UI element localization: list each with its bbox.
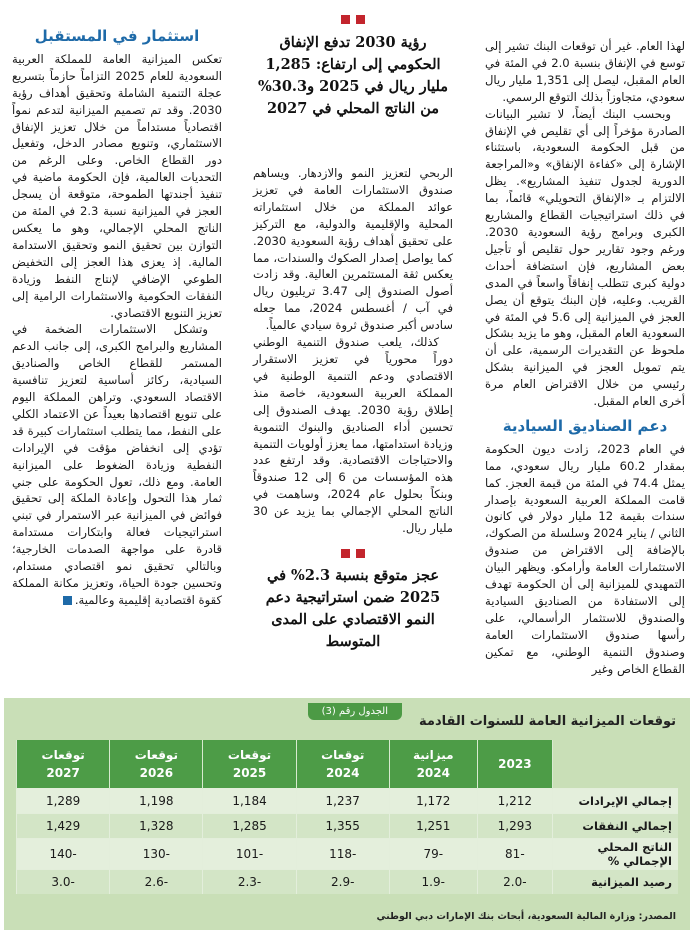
- table-header-cell: ميزانية 2024: [389, 740, 477, 789]
- table-header-cell: توقعات 2026: [110, 740, 203, 789]
- red-square-icon: [341, 15, 350, 24]
- right-paragraph-3: في العام 2023، زادت ديون الحكومة بمقدار 60.2 مليار ريال سعودي، مما يمثل 74.4 في المئة من قيمة العجز. كما قامت المملكة العربية السعودية بإصدار سندات بقيمة 12 مليار دولار في كانون الثاني / يناير 2024 وسلسلة من الصكوك، بالإضافة إلى الاقتراض من صندوق الاستثمارات العامة وأرامكو. ويظهر البيان التمهيدي للميزانية إلى أن الحكومة تهدف إلى الاستفادة من الصناديق السيادية والصندوق للاستثمار الرأسمالي، على رأسها صندوق الاستثمارات العامة وصندوق التنمية الوطني، مع تمكين القطاع الخاص وغير: [485, 441, 685, 676]
- section-heading-sovereign-funds: دعم الصناديق السيادية: [502, 416, 668, 435]
- table-cell: 1,355: [296, 814, 389, 839]
- table-header-cell: توقعات 2027: [17, 740, 110, 789]
- red-square-icon: [356, 549, 365, 558]
- table-cell: -130: [110, 839, 203, 870]
- table-cell: -118: [296, 839, 389, 870]
- table-cell: -140: [17, 839, 110, 870]
- left-paragraph-2: وتشكل الاستثمارات الضخمة في المشاريع والبرامج الكبرى، إلى جانب الدعم المستمر للقطاع الخاص والصناديق السيادية، ركائز أساسية لتعزيز تنافسية الاقتصاد السعودي. وتراهن المملكة اليوم على تنويع اقتصادها بعيداً عن الاعتماد الكلي على النفط، مما يتطلب استثمارات كبيرة قد تؤدي إلى انخفاض مؤقت في الإيرادات النفطية وزيادة الضغوط على الميزانية العامة. ومع ذلك، تعول الحكومة على جني ثمار هذا التحول وإعادة الملكة إلى تحقيق فوائض في الميزانية عبر الاستمرار في تبني استراتيجيات فعالة وابتكارات مستدامة قادرة على مواجهة الصدمات الخارجية؛ وبالتالي تحقيق نمو اقتصادي مستدام، وتحسين جودة الحياة، وتعزيز مكانة المملكة كقوة اقتصادية إقليمية وعالمية.: [12, 322, 222, 607]
- table-cell: 1,429: [17, 814, 110, 839]
- table-cell: -1.9: [389, 870, 477, 895]
- headline-marker-2: [253, 548, 453, 558]
- left-paragraph-1: تعكس الميزانية العامة للمملكة العربية السعودية للعام 2025 التزاماً حازماً بتسريع عجلة التنمية الشاملة وتحقيق أهداف رؤية 2030. وقد تم تصميم الميزانية لتدعم نمواً اقتصادياً مستداماً من خلال تعزيز الإنفاق الاستثماري، وتنويع مصادر الدخل، وتفعيل دور القطاع الخاص. وعلى الرغم من التحديات العالمية، فإن الحكومة ماضية في تنفيذ أجندتها الطموحة، متوقعة أن يسجل العجز في الميزانية نسبة 2.3 في المئة من الناتج المحلي الإجمالي، وهو ما يعكس التوازن بين تحقيق النمو وتحقيق الاستدامة المالية. إذ يعزى هذا العجز إلى التخفيض الطوعي الإضافي لإنتاج النفط وزيادة النفقات الحكومية والاستثمارات الرامية إلى تعزيز التنويع الاقتصادي.: [12, 51, 222, 320]
- table-header-row: [17, 740, 679, 789]
- headline-vision-2030: رؤية 2030 تدفع الإنفاق الحكومي إلى ارتفاع: 1,285 مليار ريال في 2025 و30.3% من الناتج المحلي في 2027: [257, 34, 449, 117]
- table-body: [17, 789, 679, 895]
- table-corner-cell: [553, 740, 679, 789]
- table-cell: 1,251: [389, 814, 477, 839]
- middle-column: [253, 165, 453, 537]
- left-column: [12, 28, 222, 609]
- table-cell: -81: [477, 839, 552, 870]
- table-row: [17, 789, 679, 814]
- budget-forecast-table: [16, 740, 678, 894]
- table-cell: 1,212: [477, 789, 552, 814]
- table-row: [17, 839, 679, 870]
- budget-table-box: [4, 698, 690, 930]
- table-cell: 1,184: [203, 789, 296, 814]
- right-paragraph-1: لهذا العام. غير أن توقعات البنك تشير إلى توسع في الإنفاق بنسبة 2.0 في المئة في العام المقبل، ليصل إلى 1,351 مليار ريال سعودي، متجاوزاً بذلك التوقع الرسمي.: [485, 39, 685, 104]
- left-paragraph-2-wrap: [12, 321, 222, 608]
- table-cell: -3.0: [17, 870, 110, 895]
- headline-deficit-2025: عجز متوقع بنسبة 2.3% في 2025 ضمن استراتيجية دعم النمو الاقتصادي على المدى المتوسط: [265, 567, 441, 650]
- table-cell: -2.9: [296, 870, 389, 895]
- table-row-label: الناتج المحلي الإجمالي %: [553, 839, 679, 870]
- headline-marker-1: [253, 14, 453, 24]
- table-cell: -101: [203, 839, 296, 870]
- table-cell: 1,237: [296, 789, 389, 814]
- table-cell: 1,328: [110, 814, 203, 839]
- red-square-icon: [341, 549, 350, 558]
- red-square-icon: [356, 15, 365, 24]
- table-row-label: إجمالي النفقات: [553, 814, 679, 839]
- section-heading-invest-future: استثمار في المستقبل: [34, 27, 200, 45]
- table-row: [17, 814, 679, 839]
- middle-paragraph-1: الربحي لتعزيز النمو والازدهار. ويساهم صندوق الاستثمارات العامة في تعزيز عوائد المملكة من خلال استثماراته المحلية والإقليمية والدولية، مع التركيز على تحقيق أهداف رؤية السعودية 2030. كما يواصل إصدار الصكوك والسندات، مما يعكس ثقة المستثمرين العالية. وقد زادت أصول الصندوق إلى 3.47 تريليون ريال في آب / أغسطس 2024، مما جعله سادس أكبر صندوق ثروة سيادي عالمياً.: [253, 166, 453, 333]
- table-cell: 1,198: [110, 789, 203, 814]
- table-cell: -79: [389, 839, 477, 870]
- table-cell: 1,285: [203, 814, 296, 839]
- right-paragraph-2: وبحسب البنك أيضاً، لا تشير البيانات الصادرة مؤخراً إلى أي تقليص في الإنفاق من قبل الحكومة السعودية، باستثناء الإشارة إلى «كفاءة الإنفاق» و«المراجعة الدورية لجدول تنفيذ المشاريع». يظل الالتزام بـ «الإنفاق التحويلي» قائماً، بما في ذلك استراتيجيات القطاع والمشاريع الكبرى وبرامج رؤية السعودية 2030. ورغم وجود تقارير حول تقليص أو تأجيل بعض المشاريع، فإن استضافة أحداث دولية كبرى تتطلب إنفاقاً واسعاً في المدى القريب. وعليه، فإن البنك يتوقع أن يصل العجز في الميزانية إلى 5.6 في المئة في السعودية العام المقبل، وهو ما يزيد بشكل ملحوظ عن التقديرات الرسمية، على أن يتم تمويل العجز في الميزانية بشكل رئيسي من خلال الاقتراض العام مرة أخرى العام المقبل.: [485, 106, 686, 409]
- table-cell: 1,172: [389, 789, 477, 814]
- table-cell: -2.3: [203, 870, 296, 895]
- end-of-article-icon: [63, 596, 72, 605]
- table-header-cell: توقعات 2024: [296, 740, 389, 789]
- table-row-label: رصيد الميزانية: [553, 870, 679, 895]
- table-header-cell: توقعات 2025: [203, 740, 296, 789]
- table-row-label: إجمالي الإيرادات: [553, 789, 679, 814]
- table-title: توقعات الميزانية العامة للسنوات القادمة: [419, 714, 676, 729]
- table-number-label: الجدول رقم (3): [308, 703, 402, 720]
- table-cell: -2.6: [110, 870, 203, 895]
- table-source-note: المصدر: وزارة المالية السعودية، أبحاث بنك الإمارات دبي الوطني: [376, 911, 676, 922]
- table-cell: 1,289: [17, 789, 110, 814]
- right-column: [485, 38, 685, 678]
- table-row: [17, 870, 679, 895]
- table-cell: -2.0: [477, 870, 552, 895]
- table-header-cell: 2023: [477, 740, 552, 789]
- middle-paragraph-2: كذلك، يلعب صندوق التنمية الوطني دوراً محورياً في تعزيز الاستقرار الاقتصادي ودعم التنمية الوطنية في المملكة العربية السعودية، خاصة منذ إطلاق رؤية 2030. يهدف الصندوق إلى تحسين أداء الصناديق والبنوك التنموية وزيادة استدامتها، مما يعزز أولويات التنمية والاحتياجات الاقتصادية. وقد ارتفع عدد هذه المؤسسات من 6 إلى 12 صندوقاً وبنكاً بحلول عام 2024، وساهمت في الناتج المحلي الإجمالي بما يزيد عن 30 مليار ريال.: [253, 335, 454, 536]
- table-cell: 1,293: [477, 814, 552, 839]
